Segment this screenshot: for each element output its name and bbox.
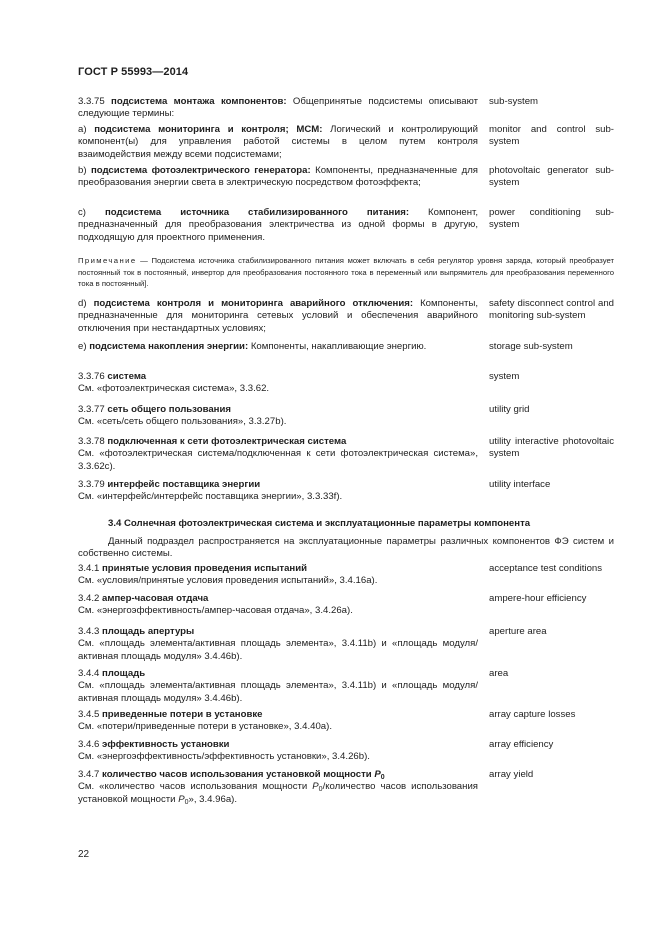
entry-reference: См. «площадь элемента/активная площадь элемента», 3.4.11b) и «площадь модуля/активная площадь модуля» 3.4.46b).: [78, 680, 478, 704]
section-intro: Данный подраздел распространяется на эксплуатационные параметры различных компонентов ФЭ систем и собственно системы.: [78, 536, 614, 560]
entry-reference: См. «энергоэффективность/эффективность установки», 3.4.26b).: [78, 751, 370, 763]
entry-reference: См. «фотоэлектрическая система», 3.3.62.: [78, 383, 270, 395]
entry-term: подсистема контроля и мониторинга аварийного отключения:: [93, 298, 414, 309]
term-subentry: [78, 124, 614, 161]
entry-definition: Компоненты, предназначенные для мониторинга сетевых условий и обеспечения аварийного отключения при нестандартных условиях;: [78, 298, 478, 334]
term-entry: [78, 769, 614, 806]
english-term: utility interactive photovoltaic system: [489, 436, 614, 460]
entry-number: 3.4.6: [78, 739, 100, 750]
power-symbol: P: [312, 781, 319, 793]
term-entry: [78, 404, 614, 429]
power-subscript: 0: [380, 774, 385, 781]
document-header: ГОСТ Р 55993—2014: [78, 66, 189, 78]
note-label: Примечание: [78, 256, 137, 265]
english-term: monitor and control sub-system: [489, 124, 614, 148]
english-term: storage sub-system: [489, 341, 573, 352]
entry-term: подсистема накопления энергии:: [89, 341, 249, 352]
entry-definition: Компоненты, накапливающие энергию.: [250, 341, 427, 352]
entry-term: подсистема фотоэлектрического генератора:: [90, 165, 311, 176]
entry-reference: [78, 781, 478, 804]
term-entry: [78, 709, 614, 734]
term-entry: [78, 563, 614, 588]
term-subentry: [78, 298, 614, 335]
power-symbol: P: [178, 793, 185, 805]
term-entry: [78, 96, 614, 121]
entry-number: 3.4.4: [78, 668, 100, 679]
term-entry: [78, 436, 614, 473]
english-term: utility grid: [489, 404, 530, 415]
entry-number: 3.4.5: [78, 709, 100, 720]
entry-term: подсистема источника стабилизированного питания:: [104, 207, 410, 218]
english-term: aperture area: [489, 626, 547, 637]
entry-term: подсистема монтажа компонентов:: [111, 96, 287, 107]
entry-reference: См. «энергоэффективность/ампер-часовая отдача», 3.4.26а).: [78, 605, 353, 617]
reference-part: /количество часов использования установкой мощности: [78, 781, 478, 805]
term-subentry: [78, 165, 614, 190]
term-entry: [78, 668, 614, 705]
english-term: safety disconnect control and monitoring sub-system: [489, 298, 614, 322]
term-entry: [78, 593, 614, 618]
entry-term: приведенные потери в установке: [102, 709, 263, 720]
entry-reference: См. «фотоэлектрическая система/подключенная к сети фотоэлектрическая система», 3.3.62c).: [78, 448, 478, 472]
entry-term: площадь апертуры: [102, 626, 195, 637]
entry-term: система: [107, 371, 147, 382]
english-term: acceptance test conditions: [489, 563, 603, 574]
power-symbol: P: [374, 769, 381, 780]
english-term: array yield: [489, 769, 534, 780]
entry-reference: См. «площадь элемента/активная площадь элемента», 3.4.11b) и «площадь модуля/активная площадь модуля» 3.4.46b).: [78, 638, 478, 662]
entry-number: 3.4.7: [78, 769, 100, 780]
entry-reference: См. «потери/приведенные потери в установке», 3.4.40а).: [78, 721, 332, 733]
entry-reference: См. «условия/принятые условия проведения испытаний», 3.4.16а).: [78, 575, 378, 587]
entry-number: 3.3.79: [78, 479, 105, 490]
entry-definition: Логический и контролирующий компонент(ы) для управления работой системы в целом путем контроля взаимодействия между всеми подсистемами;: [78, 124, 478, 160]
entry-definition: Компоненты, предназначенные для преобразования энергии света в электрическую посредством фотоэффекта;: [78, 165, 479, 189]
reference-part: См. «количество часов использования мощности: [78, 781, 308, 793]
reference-part: », 3.4.96а).: [188, 793, 238, 805]
english-term: utility interface: [489, 479, 551, 490]
entry-reference: См. «интерфейс/интерфейс поставщика энергии», 3.3.33f).: [78, 491, 343, 503]
term-entry: [78, 479, 614, 504]
section-title: 3.4 Солнечная фотоэлектрическая система и эксплуатационные параметры компонента: [108, 518, 531, 529]
entry-reference: См. «сеть/сеть общего пользования», 3.3.27b).: [78, 416, 287, 428]
english-term: area: [489, 668, 509, 679]
entry-term: эффективность установки: [102, 739, 230, 750]
english-term: photovoltaic generator sub-system: [489, 165, 614, 189]
english-term: ampere-hour efficiency: [489, 593, 587, 604]
power-subscript: 0: [184, 798, 189, 806]
entry-prefix: c): [78, 207, 86, 218]
entry-term: подсистема мониторинга и контроля; MCM:: [94, 124, 323, 135]
entry-number: 3.4.3: [78, 626, 100, 637]
page-number: 22: [78, 849, 90, 860]
entry-number: 3.4.1: [78, 563, 100, 574]
entry-prefix: d): [78, 298, 87, 309]
term-entry: [78, 739, 614, 764]
english-term: array capture losses: [489, 709, 576, 720]
entry-term: количество часов использования установкой мощности: [102, 769, 372, 780]
term-entry: [78, 626, 614, 663]
entry-term: сеть общего пользования: [107, 404, 231, 415]
entry-number: 3.4.2: [78, 593, 100, 604]
entry-number: 3.3.75: [78, 96, 105, 107]
entry-number: 3.3.78: [78, 436, 105, 447]
power-subscript: 0: [318, 786, 323, 794]
english-term: power conditioning sub-system: [489, 207, 614, 231]
note-text: — Подсистема источника стабилизированного питания может включать в себя регулятор уровня заряда, который преобразует постоянный ток в постоянный, инвертор для преобразования постоянного тока в переменный или выпрямитель для преобразования переменного тока в постоянный].: [78, 256, 615, 289]
term-subentry: [78, 341, 614, 353]
entry-term: площадь: [102, 668, 146, 679]
entry-definition: Общепринятые подсистемы описывают следующие термины:: [78, 96, 478, 120]
entry-term: подключенная к сети фотоэлектрическая система: [107, 436, 347, 447]
entry-prefix: e): [78, 341, 87, 352]
english-term: system: [489, 371, 520, 382]
english-term: sub-system: [489, 96, 539, 107]
entry-term: ампер-часовая отдача: [102, 593, 209, 604]
entry-term: интерфейс поставщика энергии: [107, 479, 261, 490]
entry-prefix: b): [78, 165, 87, 176]
entry-term: принятые условия проведения испытаний: [102, 563, 308, 574]
term-entry: [78, 371, 614, 396]
entry-definition: Компонент, предназначенный для преобразования электричества из одной формы в другую, подходящую для проектного применения.: [78, 207, 478, 243]
entry-number: 3.3.77: [78, 404, 105, 415]
note-block: [78, 255, 614, 290]
entry-prefix: а): [78, 124, 87, 135]
english-term: array efficiency: [489, 739, 554, 750]
entry-number: 3.3.76: [78, 371, 105, 382]
term-subentry: [78, 207, 614, 244]
